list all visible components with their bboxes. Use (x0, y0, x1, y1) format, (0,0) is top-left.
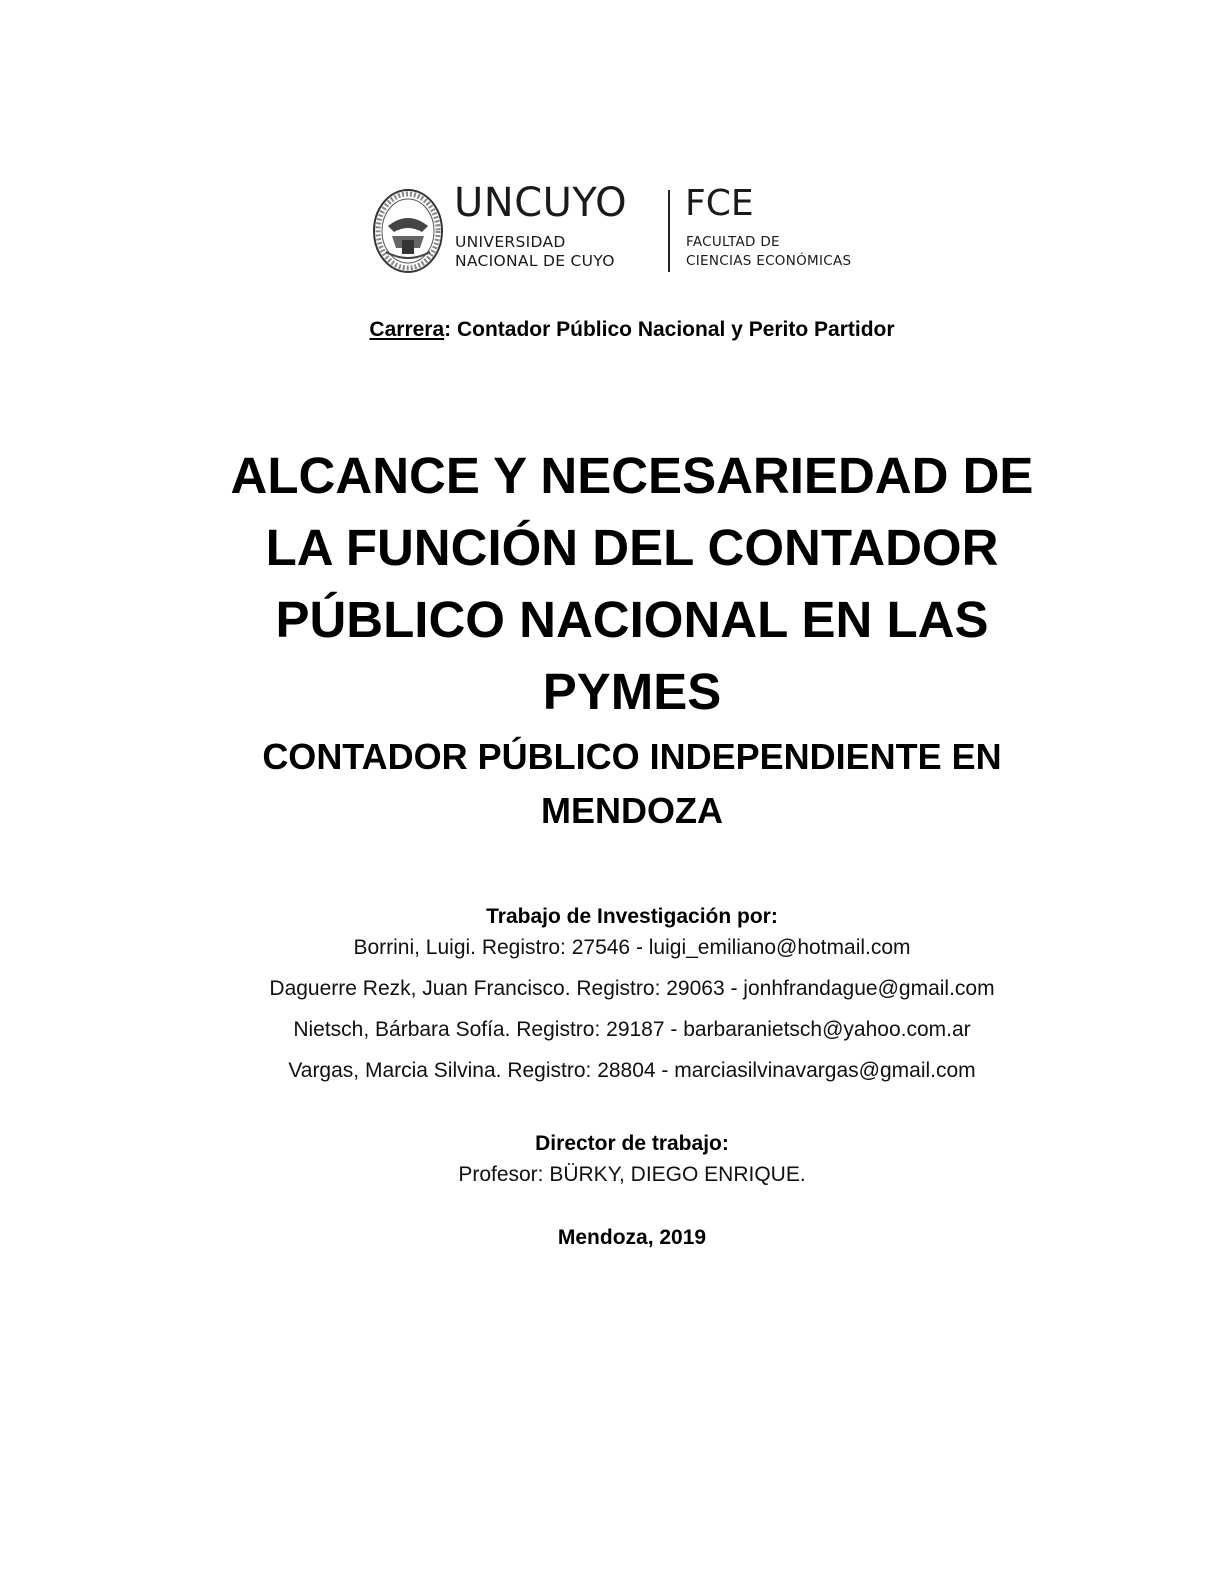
fce-subtitle-line-1: FACULTAD DE (686, 234, 780, 250)
document-title (140, 440, 1124, 728)
career-line (0, 318, 1224, 342)
uncuyo-subtitle (455, 233, 615, 271)
uncuyo-subtitle-line-2: NACIONAL DE CUYO (455, 252, 615, 270)
title-line-4: PYMES (542, 663, 722, 720)
uncuyo-subtitle-line-1: UNIVERSIDAD (455, 233, 566, 251)
career-separator: : (444, 318, 452, 341)
fce-subtitle-line-2: CIENCIAS ECONÓMICAS (686, 253, 852, 269)
place-date: Mendoza, 2019 (557, 1226, 707, 1249)
research-heading: Trabajo de Investigación por: (486, 905, 778, 928)
uncuyo-wordmark: UNCUYO (454, 180, 628, 226)
author-line-2: Daguerre Rezk, Juan Francisco. Registro: 29063 - jonhfrandague@gmail.com (269, 977, 995, 1000)
author-line-4: Vargas, Marcia Silvina. Registro: 28804 - marciasilvinavargas@gmail.com (288, 1059, 976, 1082)
author-line-3: Nietsch, Bárbara Sofía. Registro: 29187 - barbaranietsch@yahoo.com.ar (293, 1018, 971, 1041)
director-name: Profesor: BÜRKY, DIEGO ENRIQUE. (458, 1163, 806, 1186)
subtitle-line-1: CONTADOR PÚBLICO INDEPENDIENTE EN (262, 736, 1002, 777)
document-subtitle (140, 730, 1124, 838)
career-label: Carrera (369, 318, 445, 341)
fce-subtitle (686, 233, 851, 271)
university-logo (372, 180, 892, 276)
author-line-1: Borrini, Luigi. Registro: 27546 - luigi_emiliano@hotmail.com (353, 936, 911, 959)
university-seal-icon (372, 188, 444, 274)
director-heading: Director de trabajo: (535, 1132, 729, 1155)
subtitle-line-2: MENDOZA (541, 790, 723, 831)
title-line-1: ALCANCE Y NECESARIEDAD DE (230, 447, 1034, 504)
title-line-2: LA FUNCIÓN DEL CONTADOR (265, 519, 999, 576)
fce-wordmark: FCE (685, 183, 754, 224)
career-value: Contador Público Nacional y Perito Partidor (451, 318, 895, 341)
title-line-3: PÚBLICO NACIONAL EN LAS (275, 591, 989, 648)
logo-divider (668, 190, 670, 272)
